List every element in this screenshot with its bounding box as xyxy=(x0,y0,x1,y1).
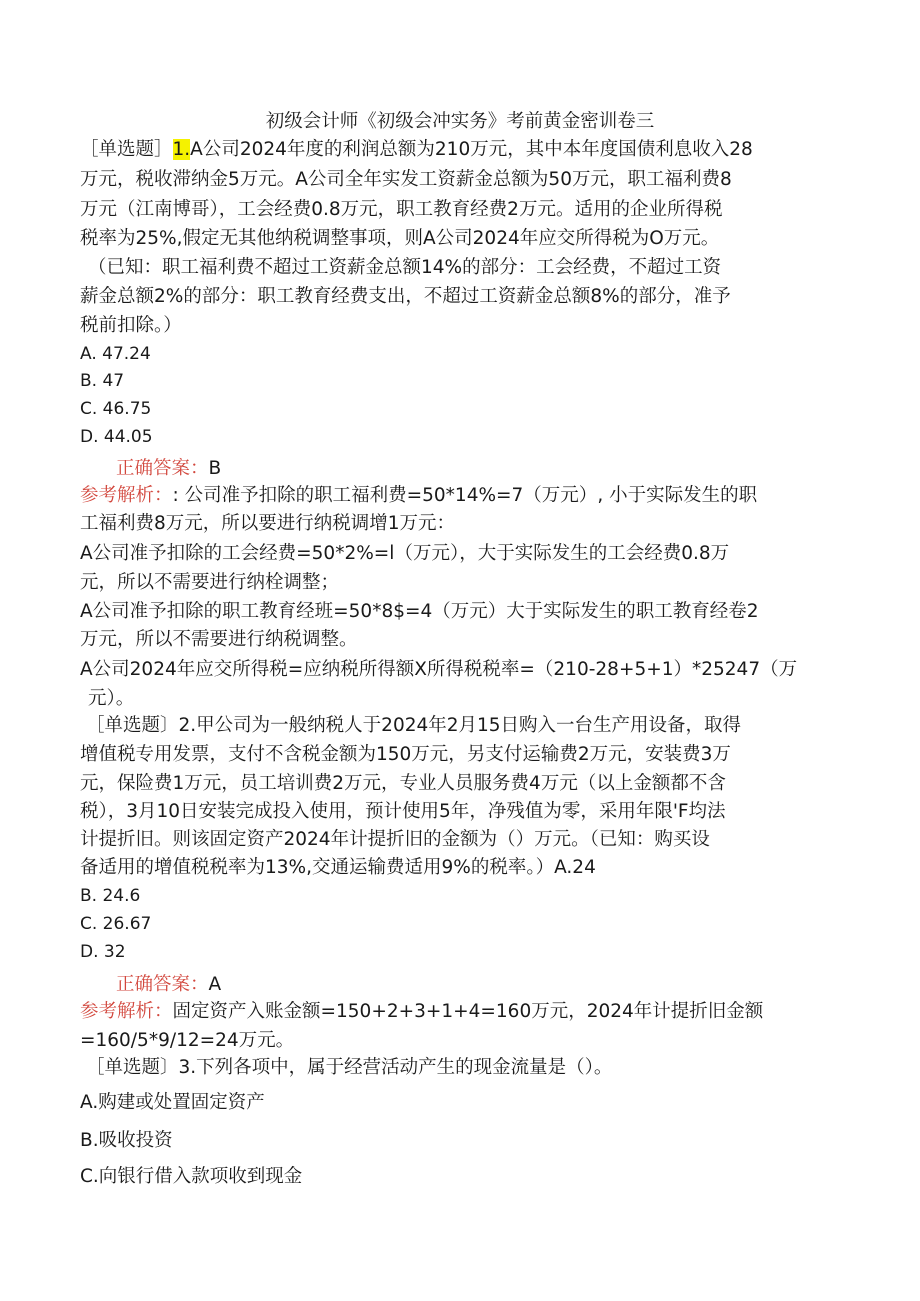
analysis-label: 参考解析： xyxy=(80,485,173,506)
q1-stem-line: 税前扣除。） xyxy=(80,315,182,336)
q2-option-b[interactable]: B. 24.6 xyxy=(80,886,141,906)
q1-analysis-line: A公司准予扣除的工会经费=50*2%=l（万元），大于实际发生的工会经费0.8万 xyxy=(80,543,730,564)
q3-type-tag: ［单选题〕 xyxy=(86,1057,179,1078)
q2-analysis-line-1: 参考解析：固定资产入账金额=150+2+3+1+4=160万元，2024年计提折旧金额 xyxy=(80,1001,764,1022)
q1-answer xyxy=(116,455,221,483)
q1-analysis-line: 元）。 xyxy=(88,688,135,709)
q1-type-tag: ［单选题］ xyxy=(80,139,173,160)
q1-analysis-line: A公司准予扣除的职工教育经班=50*8$=4（万元）大于实际发生的职工教育经卷2 xyxy=(80,601,759,622)
q2-analysis-line: =160/5*9/12=24万元。 xyxy=(80,1030,295,1051)
q2-type-tag: ［单选题〕 xyxy=(86,715,179,736)
q1-stem-line: （已知：职工福利费不超过工资薪金总额14%的部分：工会经费，不超过工资 xyxy=(88,257,722,278)
q1-line-1: ［单选题］1.A公司2024年度的利润总额为210万元，其中本年度国债利息收入28 xyxy=(80,139,753,160)
q2-stem-line: 计提折旧。则该固定资产2024年计提折旧的金额为（）万元。（已知：购买设 xyxy=(80,829,710,850)
q1-analysis-line: A公司2024年应交所得税=应纳税所得额X所得税税率=（210-28+5+1）*25247（万 xyxy=(80,659,798,680)
q1-stem-line: 税率为25%,假定无其他纳税调整事项，则A公司2024年应交所得税为O万元。 xyxy=(80,228,720,249)
q2-stem-line: 备适用的增值税税率为13%,交通运输费适用9%的税率。）A.24 xyxy=(80,857,596,878)
q2-line-1: ［单选题〕2.甲公司为一般纳税人于2024年2月15日购入一台生产用设备，取得 xyxy=(86,715,742,736)
q1-analysis-line-1: 参考解析：: 公司准予扣除的职工福利费=50*14%=7（万元）, 小于实际发生的职 xyxy=(80,485,758,506)
q1-option-c[interactable]: C. 46.75 xyxy=(80,399,152,419)
q1-stem-line: 薪金总额2%的部分：职工教育经费支出，不超过工资薪金总额8%的部分，准予 xyxy=(80,286,731,307)
q1-analysis-line: 元，所以不需要进行纳栓调整； xyxy=(80,572,340,593)
answer-value: A xyxy=(208,974,222,995)
page-title: 初级会计师《初级会冲实务》考前黄金密训卷三 xyxy=(265,111,655,132)
q3-line-1: ［单选题〕3.下列各项中，属于经营活动产生的现金流量是（）。 xyxy=(86,1057,613,1078)
q1-analysis-line: 工福利费8万元，所以要进行纳税调增1万元： xyxy=(80,513,456,534)
q2-stem-line: 元，保险费1万元，员工培训费2万元，专业人员服务费4万元（以上金额都不含 xyxy=(80,773,726,794)
q2-option-d[interactable]: D. 32 xyxy=(80,942,126,962)
q1-analysis-line: 万元，所以不需要进行纳税调整。 xyxy=(80,629,358,650)
q1-stem-line: 万元，税收滞纳金5万元。A公司全年实发工资薪金总额为50万元，职工福利费8 xyxy=(80,169,732,190)
q3-option-c[interactable]: C.向银行借入款项收到现金 xyxy=(80,1166,303,1187)
q1-option-a[interactable]: A. 47.24 xyxy=(80,344,151,364)
q2-stem-line: 税），3月10日安装完成投入使用，预计使用5年，净残值为零，采用年限'F均法 xyxy=(80,801,726,822)
q2-stem-line: 增值税专用发票，支付不含税金额为150万元，另支付运输费2万元，安装费3万 xyxy=(80,744,731,765)
q1-option-b[interactable]: B. 47 xyxy=(80,371,125,391)
analysis-label: 参考解析： xyxy=(80,1001,173,1022)
answer-label: 正确答案： xyxy=(116,974,209,995)
q1-option-d[interactable]: D. 44.05 xyxy=(80,427,153,447)
q2-answer xyxy=(116,971,221,999)
q1-number: 1. xyxy=(172,139,191,160)
q1-stem-line: 万元（江南博哥），工会经费0.8万元，职工教育经费2万元。适用的企业所得税 xyxy=(80,199,723,220)
q2-option-c[interactable]: C. 26.67 xyxy=(80,914,152,934)
q3-option-b[interactable]: B.吸收投资 xyxy=(80,1130,173,1151)
answer-value: B xyxy=(208,458,222,479)
q3-option-a[interactable]: A.购建或处置固定资产 xyxy=(80,1092,265,1113)
answer-label: 正确答案： xyxy=(116,458,209,479)
